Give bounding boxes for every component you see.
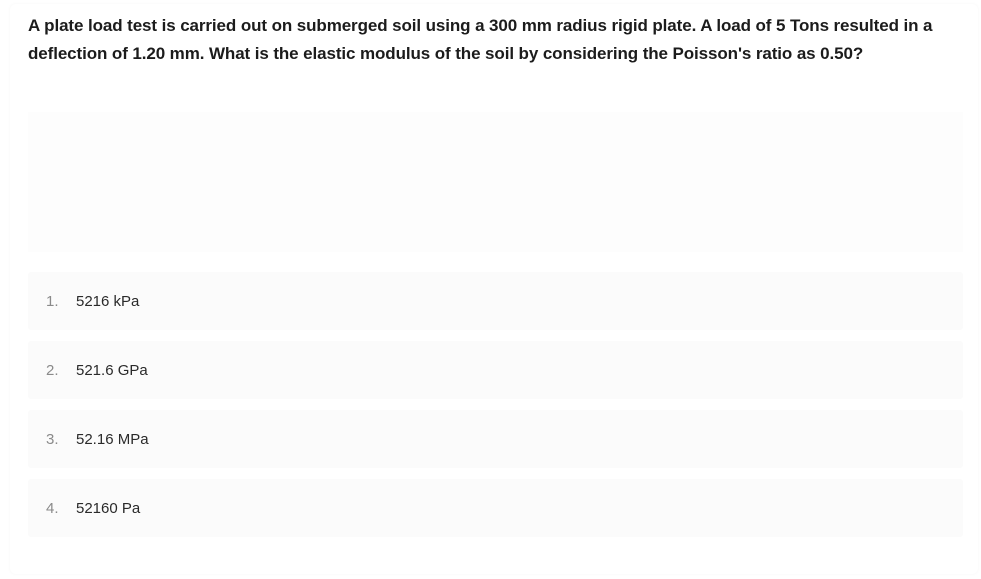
option-number: 1. [46, 292, 59, 310]
option-number: 4. [46, 499, 59, 517]
option-text: 52160 Pa [76, 499, 141, 517]
question-text: A plate load test is carried out on submerged soil using a 300 mm radius rigid plate. A load of 5 Tons resulted in a deflection of 1.20 mm. What is the elastic modulus of the soil by considering the Poisson's ratio as 0.50? [28, 16, 933, 63]
option-text: 52.16 MPa [76, 430, 149, 448]
option-1[interactable] [28, 272, 963, 330]
blank-area [28, 112, 963, 252]
options-list [28, 272, 963, 548]
option-number: 3. [46, 430, 59, 448]
option-number: 2. [46, 361, 59, 379]
option-text: 5216 kPa [76, 292, 140, 310]
option-4[interactable] [28, 479, 963, 537]
option-text: 521.6 GPa [76, 361, 148, 379]
option-3[interactable] [28, 410, 963, 468]
question-card [10, 4, 978, 574]
option-2[interactable] [28, 341, 963, 399]
